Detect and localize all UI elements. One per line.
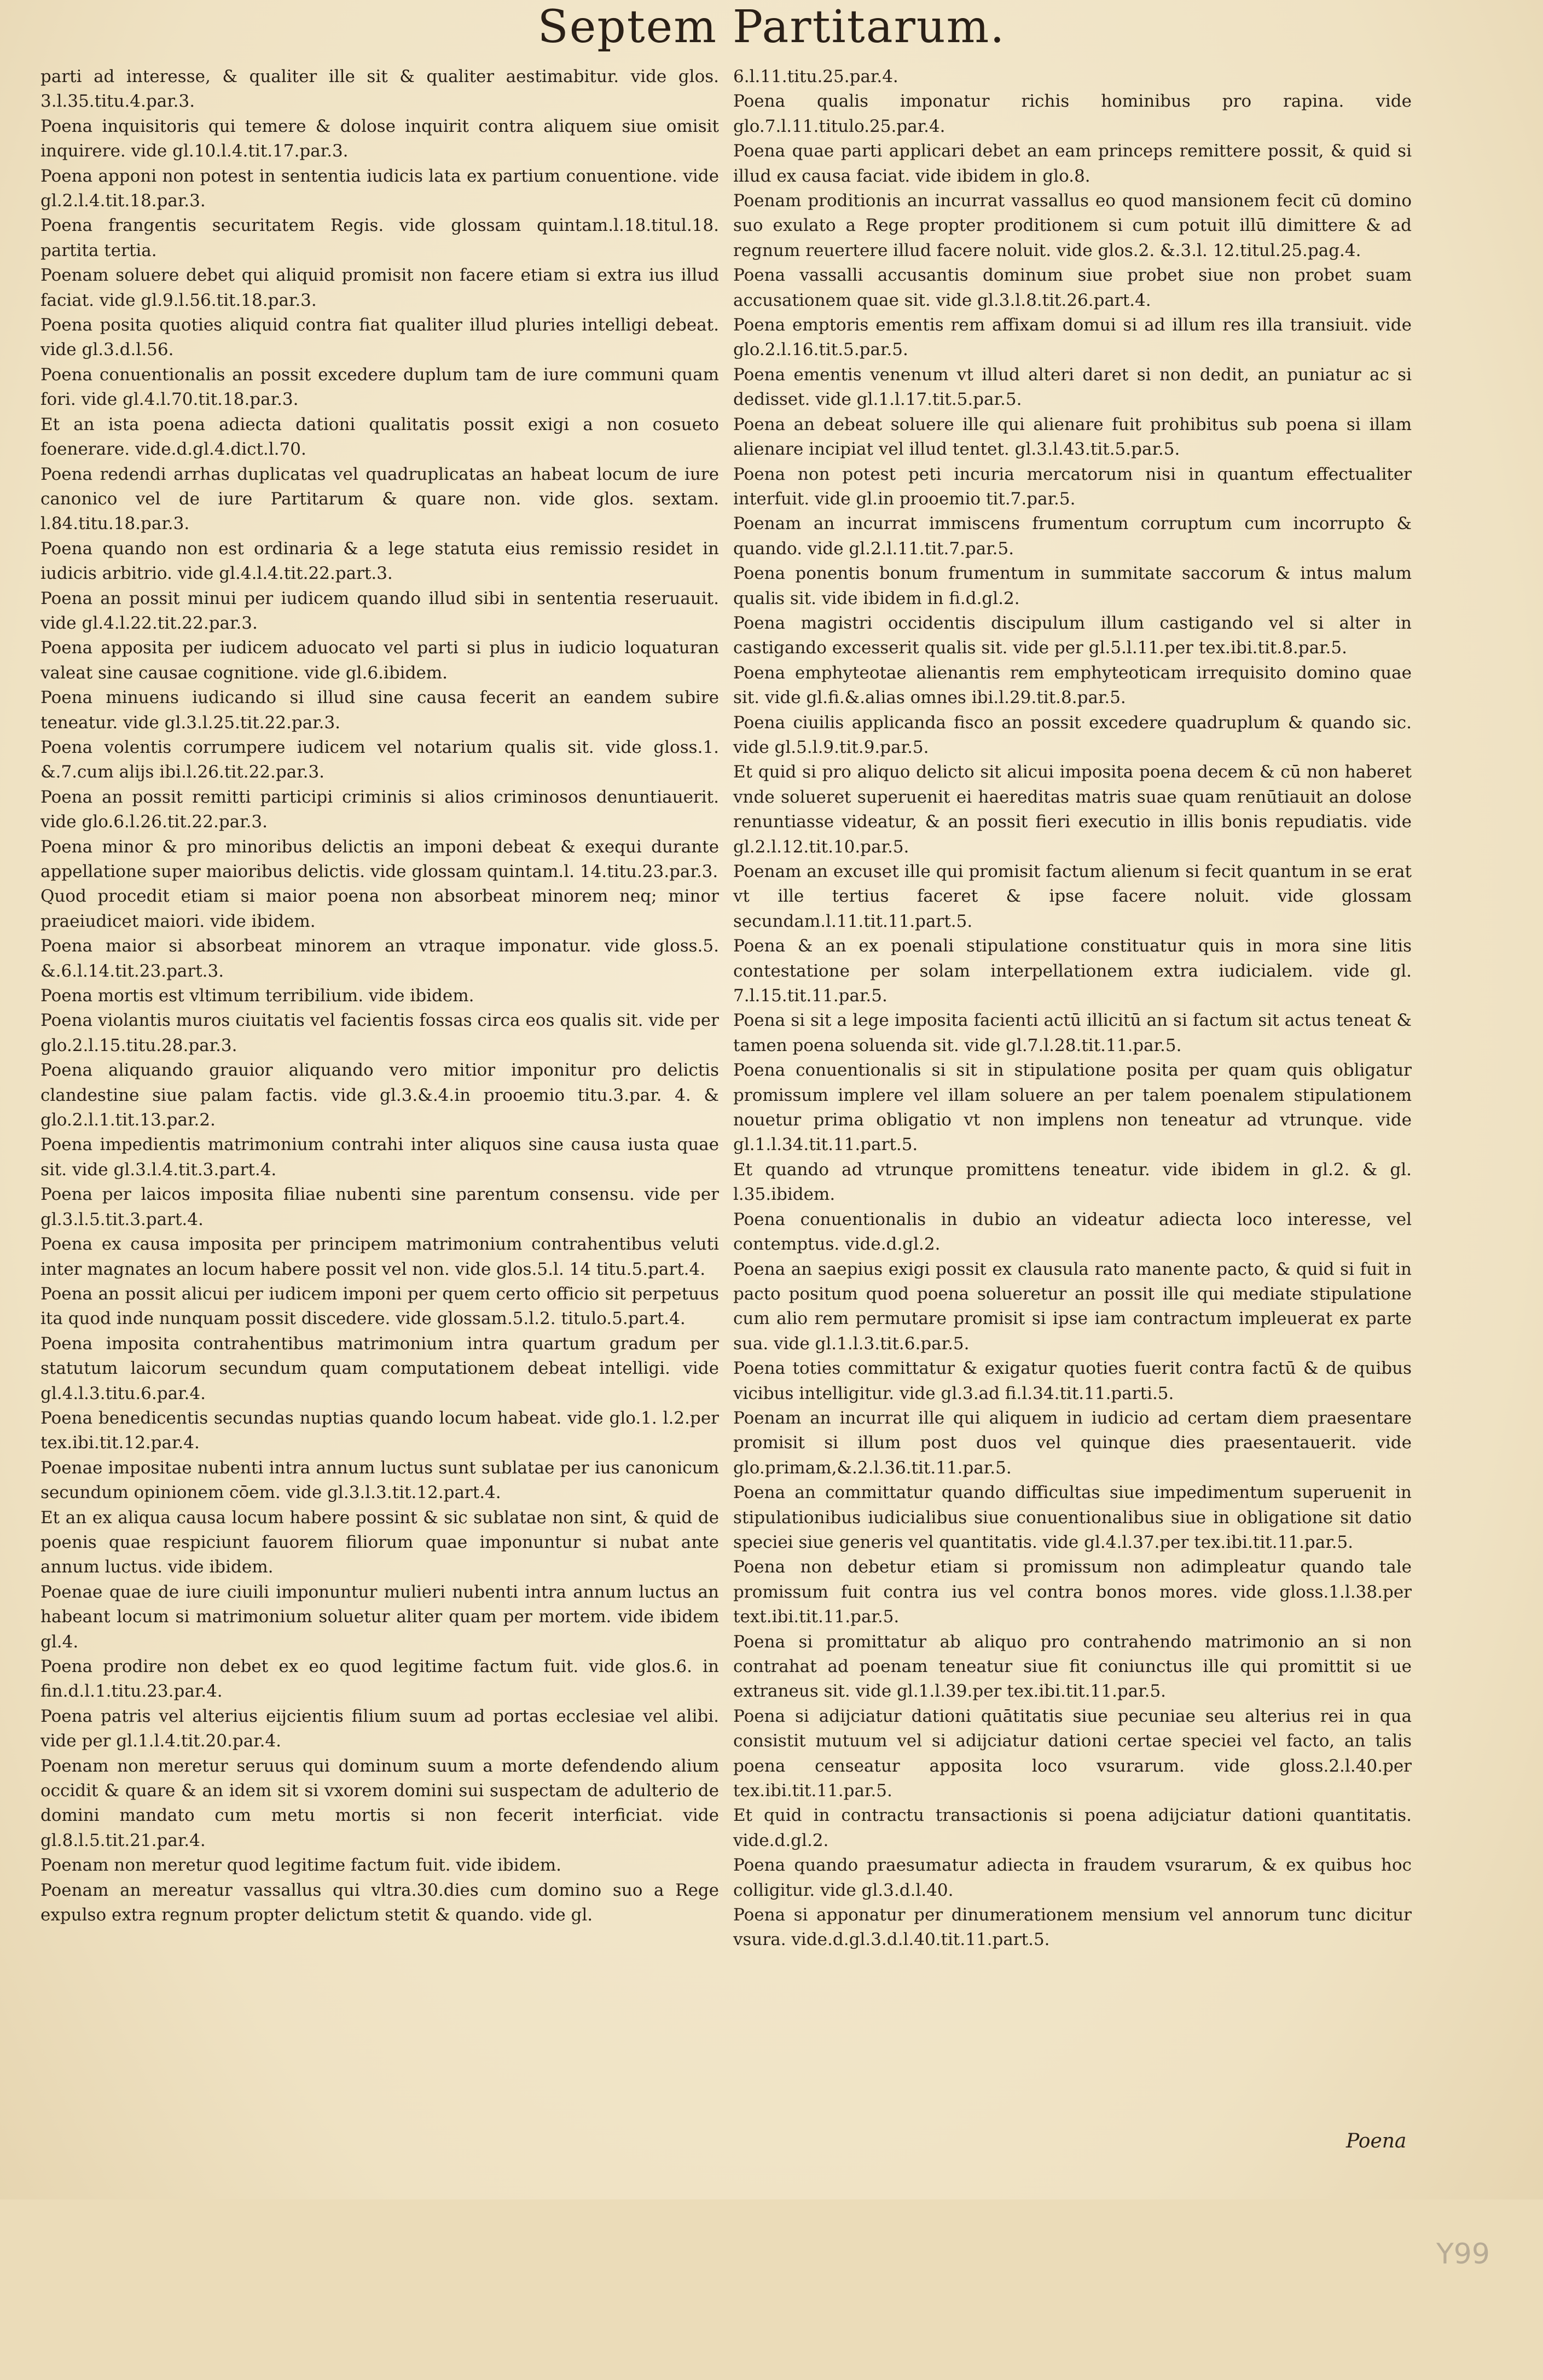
index-entry: Poena imposita contrahentibus matrimonium intra quartum gradum per statutum laicorum secundum quam computationem debeat intelligi. vide gl.4.l.3.titu.6.par.4. [40, 1333, 719, 1403]
index-entry: Poena an possit alicui per iudicem imponi per quem certo officio sit perpetuus ita quod inde nunquam possit discedere. vide glossam.5.l.2. titulo.5.part.4. [40, 1284, 719, 1329]
index-entry: Poena ex causa imposita per principem matrimonium contrahentibus veluti inter magnates an locum habere possit vel non. vide glos.5.l. 14 titu.5.part.4. [40, 1234, 719, 1279]
index-entry: Poena an committatur quando difficultas siue impedimentum superuenit in stipulationibus iudicialibus siue conuentionalibus siue in obligatione sit datio speciei siue generis vel quantitatis. vide gl.4.l.37.per tex.ibi.tit.11.par.5. [733, 1483, 1412, 1552]
index-entry: Poena si sit a lege imposita facienti actū illicitū an si factum sit actus teneat & tamen poena soluenda sit. vide gl.7.l.28.tit.11.par.5. [733, 1011, 1412, 1055]
index-entry: Poena an saepius exigi possit ex clausula rato manente pacto, & quid si fuit in pacto positum quod poena solueretur an possit ille qui mediate stipulatione cum alio rem permutare promisit si ipse iam contractum impleuerat ex parte sua. vide gl.1.l.3.tit.6.par.5. [733, 1259, 1412, 1354]
index-entry: Poena ementis venenum vt illud alteri daret si non dedit, an puniatur ac si dedisset. vide gl.1.l.17.tit.5.par.5. [733, 364, 1412, 410]
index-entry: Poena aliquando grauior aliquando vero mitior imponitur pro delictis clandestine siue palam factis. vide gl.3.&.4.in prooemio titu.3.par. 4. & glo.2.l.1.tit.13.par.2. [40, 1060, 719, 1130]
index-entry: Poena emphyteotae alienantis rem emphyteoticam irrequisito domino quae sit. vide gl.fi.&.alias omnes ibi.l.29.tit.8.par.5. [733, 663, 1412, 708]
index-entry: Poenam non meretur seruus qui dominum suum a morte defendendo alium occidit & quare & an idem sit si vxorem domini sui suspectam de adulterio de domini mandato cum metu mortis si non fecerit interficiat. vide gl.8.l.5.tit.21.par.4. [40, 1756, 719, 1850]
index-entry: Poena & an ex poenali stipulatione constituatur quis in mora sine litis contestatione per solam interpellationem extra iudicialem. vide gl. 7.l.15.tit.11.par.5. [733, 936, 1412, 1006]
index-entry: Poena impedientis matrimonium contrahi inter aliquos sine causa iusta quae sit. vide gl.3.l.4.tit.3.part.4. [40, 1135, 719, 1180]
index-entry: Poena conuentionalis an possit excedere duplum tam de iure communi quam fori. vide gl.4.l.70.tit.18.par.3. [40, 364, 719, 410]
index-entry: Poena mortis est vltimum terribilium. vide ibidem. [40, 986, 474, 1006]
index-entry: Poena vassalli accusantis dominum siue probet siue non probet suam accusationem quae sit. vide gl.3.l.8.tit.26.part.4. [733, 265, 1412, 310]
index-entry: 6.l.11.titu.25.par.4. [733, 67, 898, 86]
index-entry: Et quid si pro aliquo delicto sit alicui imposita poena decem & cū non haberet vnde solueret superuenit ei haereditas matris suae quam renūtiauit an dolose renuntiasse videatur, & an possit fieri executio in illis bonis repudiatis. vide gl.2.l.12.tit.10.par.5. [733, 762, 1412, 857]
right-column [733, 65, 1412, 1953]
index-entry: Quod procedit etiam si maior poena non absorbeat minorem neq; minor praeiudicet maiori. vide ibidem. [40, 886, 719, 931]
index-entry: Et an ista poena adiecta dationi qualitatis possit exigi a non cosueto foenerare. vide.d.gl.4.dict.l.70. [40, 414, 719, 460]
index-entry: Poenam soluere debet qui aliquid promisit non facere etiam si extra ius illud faciat. vide gl.9.l.56.tit.18.par.3. [40, 265, 719, 310]
index-entry: Poena minuens iudicando si illud sine causa fecerit an eandem subire teneatur. vide gl.3.l.25.tit.22.par.3. [40, 688, 719, 733]
index-entry: Poena apposita per iudicem aduocato vel parti si plus in iudicio loquaturan valeat sine causae cognitione. vide gl.6.ibidem. [40, 638, 719, 683]
left-column [40, 65, 719, 1928]
page-title: Septem Partitarum. [537, 1, 1006, 53]
index-entry: Poena quae parti applicari debet an eam princeps remittere possit, & quid si illud ex causa faciat. vide ibidem in glo.8. [733, 141, 1412, 186]
index-entry: Poena inquisitoris qui temere & dolose inquirit contra aliquem siue omisit inquirere. vide gl.10.l.4.tit.17.par.3. [40, 116, 719, 161]
index-entry: Poena posita quoties aliquid contra fiat qualiter illud pluries intelligi debeat. vide gl.3.d.l.56. [40, 315, 719, 360]
index-entry: Poena non debetur etiam si promissum non adimpleatur quando tale promissum fuit contra ius vel contra bonos mores. vide gloss.1.l.38.per text.ibi.tit.11.par.5. [733, 1557, 1412, 1627]
index-entry: Poena an debeat soluere ille qui alienare fuit prohibitus sub poena si illam alienare incipiat vel illud tentet. gl.3.l.43.tit.5.par.5. [733, 414, 1412, 460]
index-entry: Poena toties committatur & exigatur quoties fuerit contra factū & de quibus vicibus intelligitur. vide gl.3.ad fi.l.34.tit.11.parti.5. [733, 1359, 1412, 1403]
index-entry: Et quid in contractu transactionis si poena adijciatur dationi quantitatis. vide.d.gl.2. [733, 1806, 1412, 1850]
index-entry: Poenam non meretur quod legitime factum fuit. vide ibidem. [40, 1855, 562, 1876]
index-entry: Poena conuentionalis si sit in stipulatione posita per quam quis obligatur promissum implere vel illam soluere an per talem poenalem stipulationem nouetur prima obligatio vt non implens non teneatur ad vtrunque. vide gl.1.l.34.tit.11.part.5. [733, 1060, 1412, 1155]
index-entry: Poena per laicos imposita filiae nubenti sine parentum consensu. vide per gl.3.l.5.tit.3.part.4. [40, 1185, 719, 1229]
index-entry: Poena emptoris ementis rem affixam domui si ad illum res illa transiuit. vide glo.2.l.16.tit.5.par.5. [733, 315, 1412, 360]
index-entry: Poena benedicentis secundas nuptias quando locum habeat. vide glo.1. l.2.per tex.ibi.tit.12.par.4. [40, 1408, 719, 1453]
page-bottom-margin [0, 2199, 1543, 2380]
index-entry: Poena maior si absorbeat minorem an vtraque imponatur. vide gloss.5. &.6.l.14.tit.23.part.3. [40, 936, 719, 981]
index-entry: Et an ex aliqua causa locum habere possint & sic sublatae non sint, & quid de poenis quae respiciunt fauorem filiorum quae imponuntur si nubat ante annum luctus. vide ibidem. [40, 1507, 719, 1577]
index-entry: Poena si adijciatur dationi quātitatis siue pecuniae seu alterius rei in qua consistit mutuum vel si adijciatur dationi certae speciei vel facto, an talis poena censeatur apposita loco vsurarum. vide gloss.2.l.40.per tex.ibi.tit.11.par.5. [733, 1706, 1412, 1801]
index-entry: Poena frangentis securitatem Regis. vide glossam quintam.l.18.titul.18. partita tertia. [40, 216, 719, 260]
index-entry: Poena ponentis bonum frumentum in summitate saccorum & intus malum qualis sit. vide ibidem in fi.d.gl.2. [733, 564, 1412, 608]
index-entry: Poenam an mereatur vassallus qui vltra.30.dies cum domino suo a Rege expulso extra regnum propter delictum stetit & quando. vide gl. [40, 1880, 719, 1925]
handwritten-page-number: Y99 [1436, 2238, 1490, 2271]
index-entry: Poena an possit minui per iudicem quando illud sibi in sententia reseruauit. vide gl.4.l.22.tit.22.par.3. [40, 588, 719, 633]
index-entry: Poenam an incurrat immiscens frumentum corruptum cum incorrupto & quando. vide gl.2.l.11.tit.7.par.5. [733, 514, 1412, 559]
catchword: Poena [1346, 2130, 1407, 2152]
index-entry: Poena si apponatur per dinumerationem mensium vel annorum tunc dicitur vsura. vide.d.gl.3.d.l.40.tit.11.part.5. [733, 1905, 1412, 1950]
index-entry: parti ad interesse, & qualiter ille sit & qualiter aestimabitur. vide glos. 3.l.35.titu.4.par.3. [40, 67, 719, 112]
index-entry: Poenam an incurrat ille qui aliquem in iudicio ad certam diem praesentare promisit si illum post duos vel quinque dies praesentauerit. vide glo.primam,&.2.l.36.tit.11.par.5. [733, 1408, 1412, 1478]
index-entry: Poenam an excuset ille qui promisit factum alienum si fecit quantum in se erat vt ille tertius faceret & ipse facere noluit. vide glossam secundam.l.11.tit.11.part.5. [733, 862, 1412, 931]
index-entry: Et quando ad vtrunque promittens teneatur. vide ibidem in gl.2. & gl. l.35.ibidem. [733, 1159, 1412, 1205]
index-entry: Poena patris vel alterius eijcientis filium suum ad portas ecclesiae vel alibi. vide per gl.1.l.4.tit.20.par.4. [40, 1706, 719, 1751]
index-entry: Poena prodire non debet ex eo quod legitime factum fuit. vide glos.6. in fin.d.l.1.titu.23.par.4. [40, 1657, 719, 1702]
index-entry: Poena volentis corrumpere iudicem vel notarium qualis sit. vide gloss.1. &.7.cum alijs ibi.l.26.tit.22.par.3. [40, 737, 719, 782]
index-entry: Poenae quae de iure ciuili imponuntur mulieri nubenti intra annum luctus an habeant locum si matrimonium soluetur aliter quam per mortem. vide ibidem gl.4. [40, 1582, 719, 1652]
index-entry: Poena redendi arrhas duplicatas vel quadruplicatas an habeat locum de iure canonico vel de iure Partitarum & quare non. vide glos. sextam. l.84.titu.18.par.3. [40, 464, 719, 534]
index-entry: Poena ciuilis applicanda fisco an possit excedere quadruplum & quando sic. vide gl.5.l.9.tit.9.par.5. [733, 712, 1412, 757]
index-entry: Poena minor & pro minoribus delictis an imponi debeat & exequi durante appellatione super maioribus delictis. vide glossam quintam.l. 14.titu.23.par.3. [40, 837, 719, 881]
index-entry: Poena non potest peti incuria mercatorum nisi in quantum effectualiter interfuit. vide gl.in prooemio tit.7.par.5. [733, 464, 1412, 509]
index-entry: Poena magistri occidentis discipulum illum castigando vel si alter in castigando excesserit qualis sit. vide per gl.5.l.11.per tex.ibi.tit.8.par.5. [733, 613, 1412, 658]
index-entry: Poena apponi non potest in sententia iudicis lata ex partium conuentione. vide gl.2.l.4.tit.18.par.3. [40, 166, 719, 211]
index-entry: Poena quando non est ordinaria & a lege statuta eius remissio residet in iudicis arbitrio. vide gl.4.l.4.tit.22.part.3. [40, 538, 719, 584]
index-entry: Poena qualis imponatur richis hominibus pro rapina. vide glo.7.l.11.titulo.25.par.4. [733, 91, 1412, 136]
index-entry: Poena si promittatur ab aliquo pro contrahendo matrimonio an si non contrahat ad poenam teneatur siue fit coniunctus ille qui promittit si ue extraneus sit. vide gl.1.l.39.per tex.ibi.tit.11.par.5. [733, 1632, 1412, 1702]
index-entry: Poenae impositae nubenti intra annum luctus sunt sublatae per ius canonicum secundum opinionem cōem. vide gl.3.l.3.tit.12.part.4. [40, 1458, 719, 1503]
index-entry: Poena an possit remitti participi criminis si alios criminosos denuntiauerit. vide glo.6.l.26.tit.22.par.3. [40, 787, 719, 832]
index-entry: Poena violantis muros ciuitatis vel facientis fossas circa eos qualis sit. vide per glo.2.l.15.titu.28.par.3. [40, 1011, 719, 1055]
index-entry: Poenam proditionis an incurrat vassallus eo quod mansionem fecit cū domino suo exulato a Rege propter proditionem si cum potuit illū dimittere & ad regnum reuertere illud facere noluit. vide glos.2. &.3.l. 12.titul.25.pag.4. [733, 191, 1412, 260]
index-entry: Poena quando praesumatur adiecta in fraudem vsurarum, & ex quibus hoc colligitur. vide gl.3.d.l.40. [733, 1855, 1412, 1900]
index-entry: Poena conuentionalis in dubio an videatur adiecta loco interesse, vel contemptus. vide.d.gl.2. [733, 1209, 1412, 1255]
